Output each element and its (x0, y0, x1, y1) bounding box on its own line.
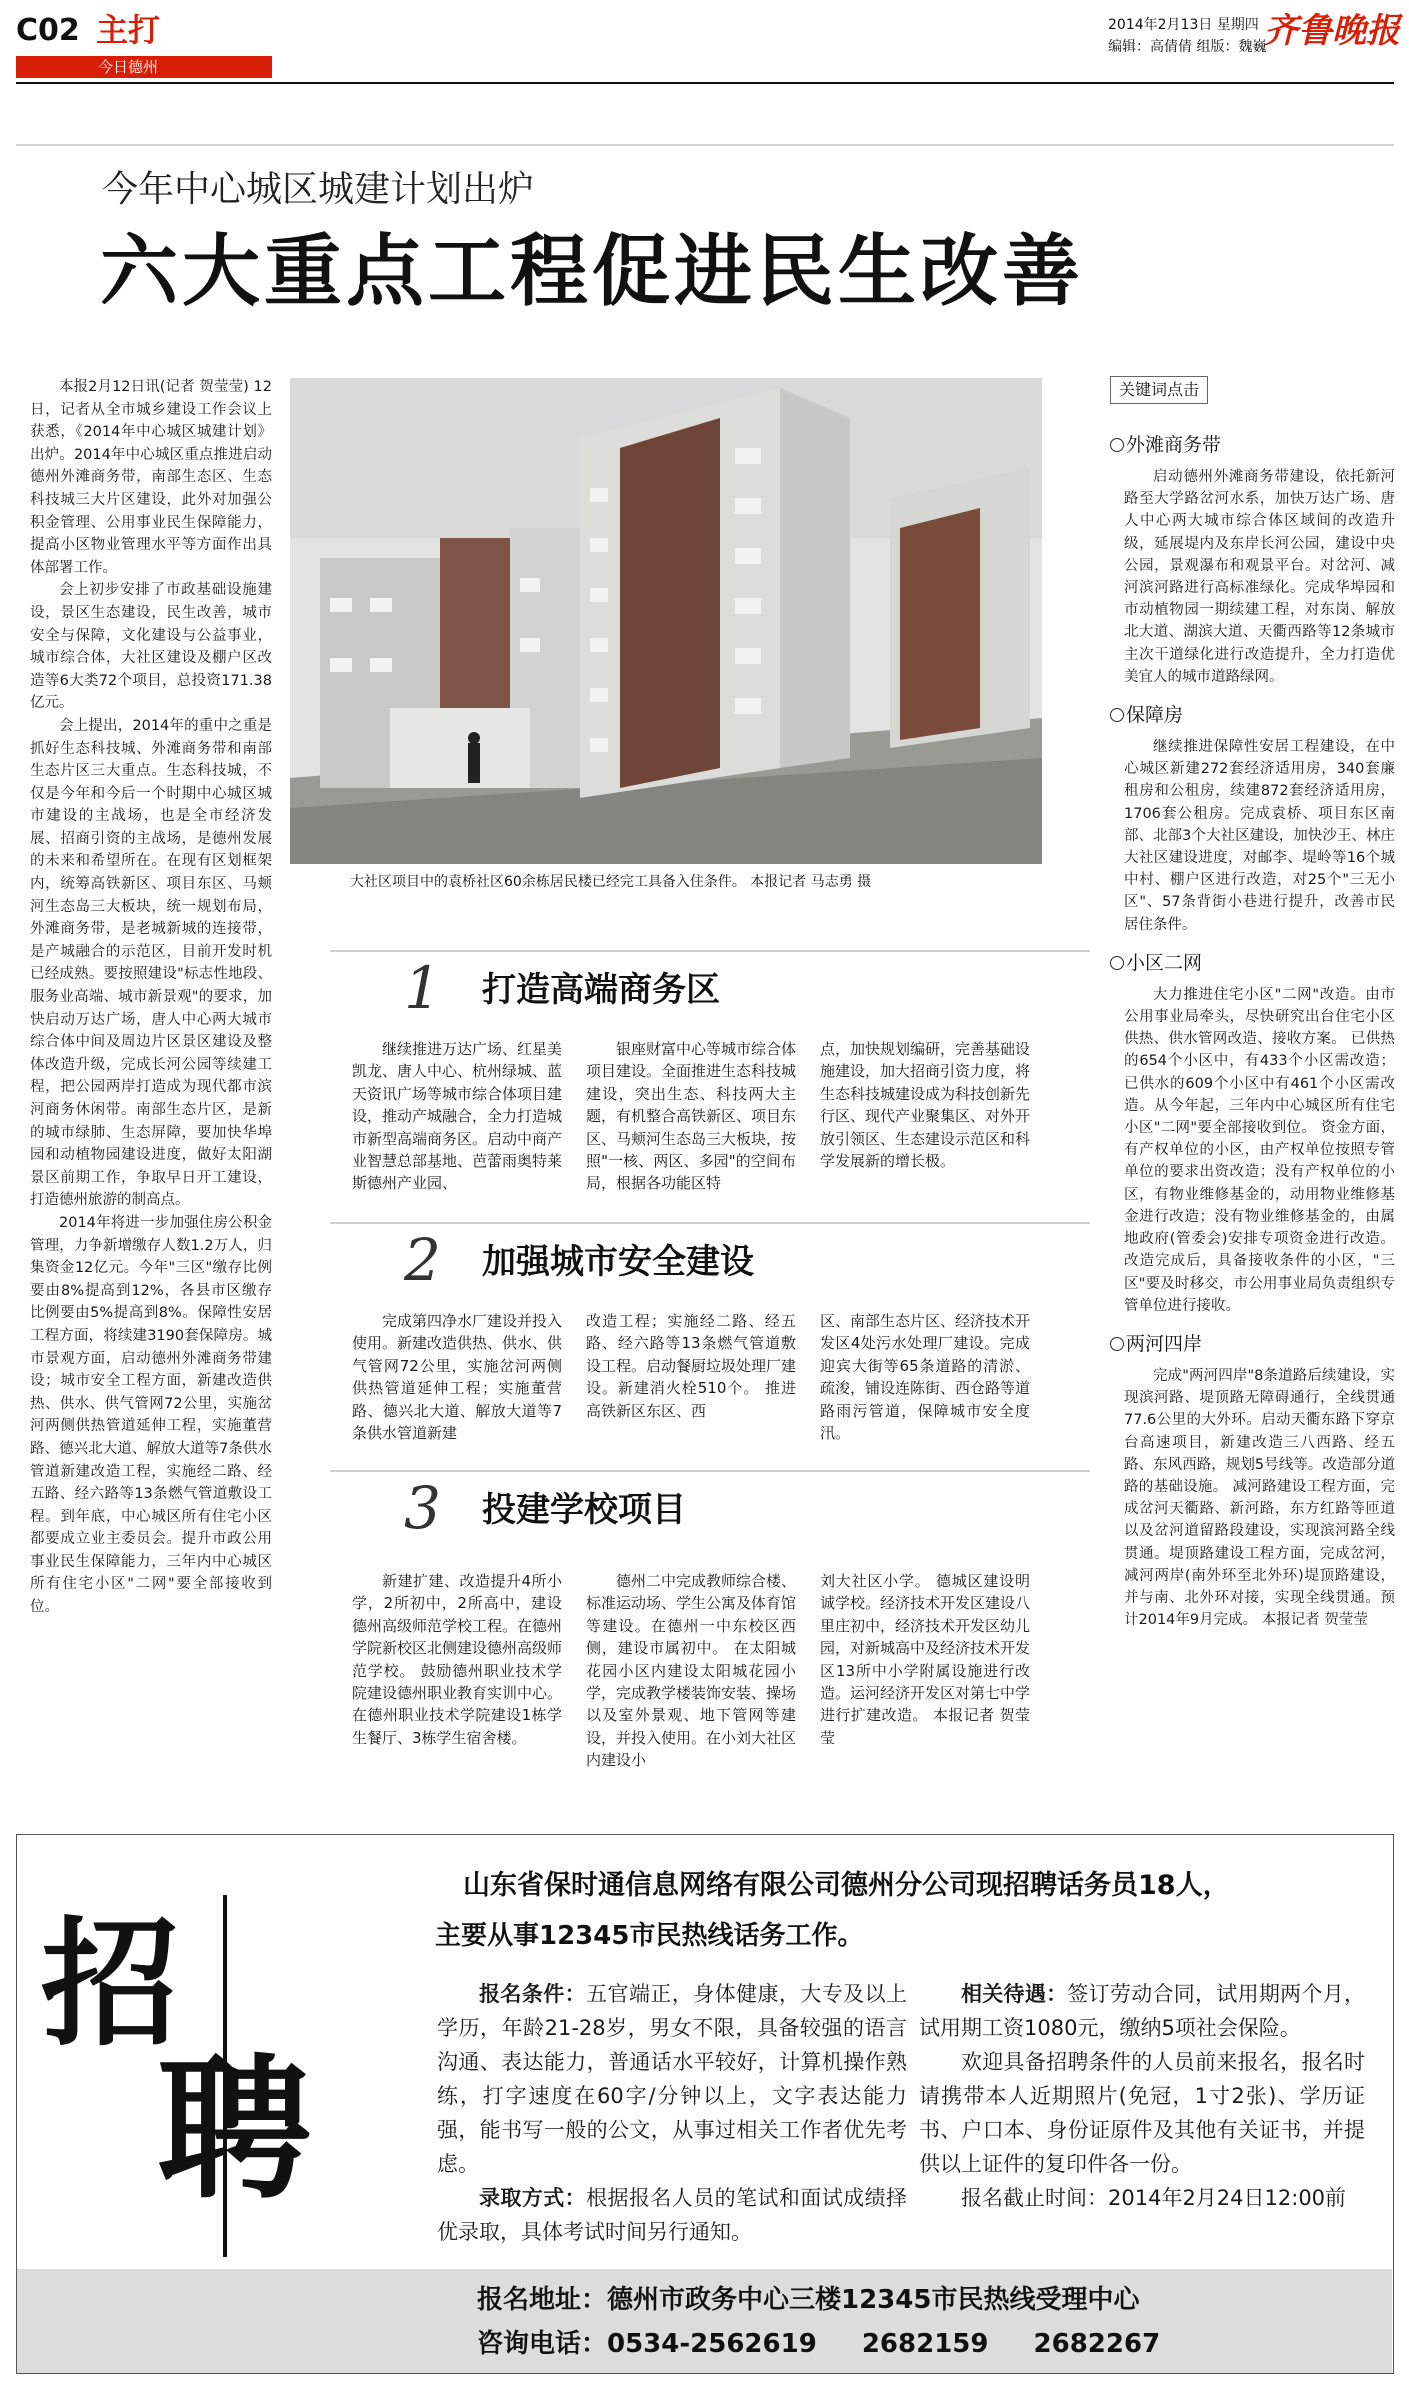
section-text: 新建扩建、改造提升4所小学，2所初中，2所高中，建设德州高级师范学校工程。在德州学院新校区北侧建设德州高级师范学校。 鼓励德州职业技术学院建设德州职业教育实训中心。在德州职业技术学院建设1栋学生餐厅、3栋学生宿舍楼。 (352, 1572, 563, 1747)
issue-date: 2014年2月13日 星期四 (1108, 17, 1259, 33)
circle-icon (1110, 956, 1124, 970)
section-number: 1 (404, 954, 441, 1022)
keyword-text: 启动德州外滩商务带建设，依托新河路至大学路岔河水系，加快万达广场、唐人中心两大城市综合体区域间的改造升级，延展堤内及东岸长河公园，建设中央公园，景观瀑布和观景平台。对岔河、减河滨河路进行高标准绿化。完成华埠园和市动植物园一期续建工程，对东岗、解放北大道、湖滨大道、天衢西路等12条城市主次干道绿化进行改造提升，全力打造优美宜人的城市道路绿网。 (1124, 469, 1395, 685)
circle-icon (1110, 1337, 1124, 1351)
keyword-heading (1110, 702, 1395, 728)
ad-address: 报名地址：德州市政务中心三楼12345市民热线受理中心 (477, 2285, 1140, 2315)
article-headline: 六大重点工程促进民生改善 (100, 227, 1085, 317)
keyword-sidebar (1110, 376, 1395, 1631)
section-column (352, 1038, 562, 1195)
keyword-title: 小区二网 (1126, 951, 1203, 974)
section-column (586, 1310, 796, 1422)
keyword-heading (1110, 1331, 1395, 1357)
section-title: 投建学校项目 (482, 1490, 686, 1530)
keyword-text: 继续推进保障性安居工程建设，在中心城区新建272套经济适用房，340套廉租房和公租房，续建872套经济适用房，1706套公租房。完成袁桥、项目东区南部、北部3个大社区建设，加快沙王、林庄大社区建设进度，对邮李、堤岭等16个城中村、棚户区进行改造，对25个"三无小区"、57条背街小巷进行提升，改善市民居住条件。 (1124, 739, 1395, 933)
ad-requirements-label: 报名条件： (479, 1982, 587, 2006)
section-text: 银座财富中心等城市综合体项目建设。全面推进生态科技城建设，突出生态、科技两大主题，有机整合高铁新区、项目东区、马颊河生态岛三大板块，按照"一核、两区、多园"的空间布局，根据各功能区特 (586, 1040, 797, 1193)
section-rule (330, 950, 1090, 952)
section-column (820, 1310, 1030, 1444)
section-column (586, 1038, 796, 1195)
section-text: 德州二中完成教师综合楼、标准运动场、学生公寓及体育馆等建设。在德州一中东校区西侧，建设市属初中。 在太阳城花园小区内建设太阳城花园小学，完成教学楼装饰安装、操场以及室外景观、地下管网等建设，并投入使用。在小刘大社区内建设小 (586, 1572, 797, 1770)
ad-welcome-text: 欢迎具备招聘条件的人员前来报名，报名时请携带本人近期照片(免冠，1寸2张)、学历证书、户口本、身份证原件及其他有关证书，并提供以上证件的复印件各一份。 (919, 2050, 1365, 2176)
ad-benefit-text (919, 1977, 1365, 2045)
ad-deadline: 报名截止时间：2014年2月24日12:00前 (961, 2186, 1347, 2210)
ad-method-text (437, 2181, 907, 2249)
ad-method-label: 录取方式： (479, 2186, 587, 2210)
ad-big-character: 招 (41, 1902, 180, 2065)
newspaper-logo: 齐鲁晚报 (1264, 11, 1400, 51)
ad-benefits (919, 1977, 1365, 2215)
section-text: 刘大社区小学。 德城区建设明诚学校。经济技术开发区建设八里庄初中，经济技术开发区幼儿园，对新城高中及经济技术开发区13所中小学附属设施进行改造。运河经济开发区对第七中学进行扩建改造。 本报记者 贺莹莹 (820, 1572, 1031, 1747)
ad-benefit-body: 签订劳动合同，试用期两个月，试用期工资1080元，缴纳5项社会保险。 (919, 1982, 1366, 2040)
lead-paragraph: 会上提出，2014年的重中之重是抓好生态科技城、外滩商务带和南部生态片区三大重点。生态科技城，不仅是今年和今后一个时期中心城区城市建设的主战场，也是全市经济发展、招商引资的主战场，是德州发展的未来和希望所在。在现有区划框架内，统筹高铁新区、项目东区、马颊河生态岛三大板块，统一规划布局，外滩商务带，是老城新城的连接带，是产城融合的示范区，目前开发时机已经成熟。要按照建设"标志性地段、服务业高端、城市新景观"的要求，加快启动万达广场，唐人中心两大城市综合体中间及周边片区景区建设及整体改造升级，完成长河公园等续建工程，把公园两岸打造成为现代都市滨河商务休闲带。南部生态片区，是新的城市绿肺、生态屏障，要加快华埠园和动植物园建设进度，做好太阳湖景区前期工作，争取早日开工建设，打造德州旅游的制高点。 (30, 717, 272, 1209)
section-name: 主打 (96, 11, 161, 49)
keyword-title: 保障房 (1126, 704, 1184, 727)
top-divider (16, 144, 1394, 146)
keyword-title: 外滩商务带 (1126, 434, 1222, 456)
keyword-text: 完成"两河四岸"8条道路后续建设，实现滨河路、堤顶路无障碍通行，全线贯通77.6公里的大外环。启动天衢东路下穿京台高速项目，新建改造三八西路、经五路、东风西路，规划5号线等。改造部分道路的基础设施。 减河路建设工程方面，完成岔河天衢路、新河路，东方红路等匝道以及岔河道留路段建设，实现滨河路全线贯通。堤顶路建设工程方面，完成岔河，减河两岸(南外环至北外环)堤顶路建设，并与南、北外环对接，实现全线贯通。预计2014年9月完成。 本报记者 贺莹莹 (1124, 1367, 1395, 1629)
section-text: 改造工程；实施经二路、经五路、经六路等13条燃气管道敷设工程。启动餐厨垃圾处理厂建设。新建消火栓510个。 推进高铁新区东区、西 (586, 1312, 797, 1420)
section-text: 完成第四净水厂建设并投入使用。新建改造供热、供水、供气管网72公里，实施岔河两侧供热管道延伸工程；实施董营路、德兴北大道、解放大道等7条供水管道新建 (352, 1312, 563, 1443)
ad-duty-line: 主要从事12345市民热线话务工作。 (435, 1921, 864, 1951)
circle-icon (1110, 438, 1124, 452)
section-column (820, 1570, 1030, 1749)
circle-icon (1110, 708, 1124, 722)
keyword-text: 大力推进住宅小区"二网"改造。由市公用事业局牵头，尽快研究出台住宅小区供热、供水管网改造、接收方案。 已供热的654个小区中，有433个小区需改造；已供水的609个小区中有461个小区需改造。从今年起，三年内中心城区所有住宅小区"二网"要全部接收到位。 资金方面，有产权单位的小区，由产权单位按照专管单位的要求出资改造；没有产权单位的小区，有物业维修基金的，动用物业维修基金进行改造；没有物业维修基金的，由属地政府(管委会)安排专项资金进行改造。改造完成后，具备接收条件的小区，"三区"要及时移交，市公用事业局负责组织专管单位进行接收。 (1124, 986, 1395, 1314)
header-rule (16, 82, 1394, 84)
keyword-heading (1110, 950, 1395, 976)
lead-paragraph: 2014年将进一步加强住房公积金管理，力争新增缴存人数1.2万人，归集资金12亿元。今年"三区"缴存比例要由8%提高到12%，各县市区缴存比例要由5%提高到8%。保障性安居工程方面，将续建3190套保障房。城市景观方面，启动德州外滩商务带建设；城市安全工程方面，新建改造供热、供水、供气管网72公里，实施岔河两侧供热管道延伸工程，实施董营路、德兴北大道、解放大道等7条供水管道新建改造工程，实施经二路、经五路、经六路等13条燃气管道敷设工程。到年底，中心城区所有住宅小区都要成立业主委员会。提升市政公用事业民生保障能力，三年内中心城区所有住宅小区"二网"要全部接收到位。 (30, 1214, 272, 1616)
page-code: C02 (16, 13, 80, 48)
keyword-label: 关键词点击 (1110, 376, 1208, 404)
ad-company-line: 山东省保时通信息网络有限公司德州分公司现招聘话务员18人， (463, 1870, 1230, 1901)
ad-requirements-body: 五官端正，身体健康，大专及以上学历，年龄21-28岁，男女不限，具备较强的语言沟通、表达能力，普通话水平较好，计算机操作熟练，打字速度在60字/分钟以上，文字表达能力强，能书写一般的公文，从事过相关工作者优先考虑。 (437, 1982, 908, 2176)
ad-requirements (437, 1977, 907, 2249)
section-column (352, 1570, 562, 1749)
section-number: 2 (404, 1226, 441, 1294)
ad-phone: 咨询电话：0534-2562619 2682159 2682267 (477, 2329, 1161, 2359)
news-photo (290, 378, 1042, 864)
section-text: 点，加快规划编研，完善基础设施建设，加大招商引资力度，将生态科技城建设成为科技创新先行区、现代产业聚集区、对外开放引领区、生态建设示范区和科学发展新的增长极。 (820, 1040, 1031, 1171)
section-column (352, 1310, 562, 1444)
lead-paragraph: 会上初步安排了市政基础设施建设，景区生态建设，民生改善，城市安全与保障，文化建设与公益事业，城市综合体，大社区建设及棚户区改造等6大类72个项目，总投资171.38亿元。 (30, 582, 272, 712)
article-kicker: 今年中心城区城建计划出炉 (102, 169, 535, 210)
section-title: 打造高端商务区 (482, 970, 720, 1010)
section-text: 继续推进万达广场、红星美凯龙、唐人中心、杭州绿城、蓝天资讯广场等城市综合体项目建设，推动产城融合，全力打造城市新型高端商务区。启动中商产业智慧总部基地、芭蕾雨奥特莱斯德州产业园、 (352, 1040, 563, 1193)
photo-caption: 大社区项目中的袁桥社区60余栋居民楼已经完工具备入住条件。 本报记者 马志勇 摄 (350, 874, 872, 890)
editor-credits: 编辑：高倩倩 组版：魏巍 (1108, 39, 1267, 55)
section-text: 区、南部生态片区、经济技术开发区4处污水处理厂建设。完成迎宾大街等65条道路的清淤、疏浚，铺设连陈街、西仓路等道路雨污管道，保障城市安全度汛。 (820, 1312, 1031, 1443)
section-rule (330, 1470, 1090, 1472)
section-column (820, 1038, 1030, 1172)
lead-paragraph: 本报2月12日讯(记者 贺莹莹) 12日，记者从全市城乡建设工作会议上获悉，《2014年中心城区城建计划》出炉。2014年中心城区重点推进启动德州外滩商务带，南部生态区、生态科技城三大片区建设，此外对加强公积金管理、公用事业民生保障能力，提高小区物业管理水平等方面作出具体部署工作。 (30, 379, 272, 576)
lead-column (30, 376, 272, 1619)
subsection-name: 今日德州 (98, 58, 159, 76)
ad-benefit-label: 相关待遇： (961, 1982, 1068, 2006)
ad-requirements-text (437, 1977, 907, 2181)
ad-method-body: 根据报名人员的笔试和面试成绩择优录取，具体考试时间另行通知。 (437, 2186, 908, 2244)
building-photo-illustration (290, 378, 1042, 864)
ad-big-character: 聘 (157, 2039, 312, 2220)
section-title: 加强城市安全建设 (482, 1242, 754, 1282)
recruitment-ad (16, 1834, 1394, 2374)
section-rule (330, 1222, 1090, 1224)
keyword-title: 两河四岸 (1126, 1332, 1203, 1355)
section-column (586, 1570, 796, 1772)
section-number: 3 (404, 1474, 441, 1542)
keyword-heading (1110, 432, 1395, 458)
